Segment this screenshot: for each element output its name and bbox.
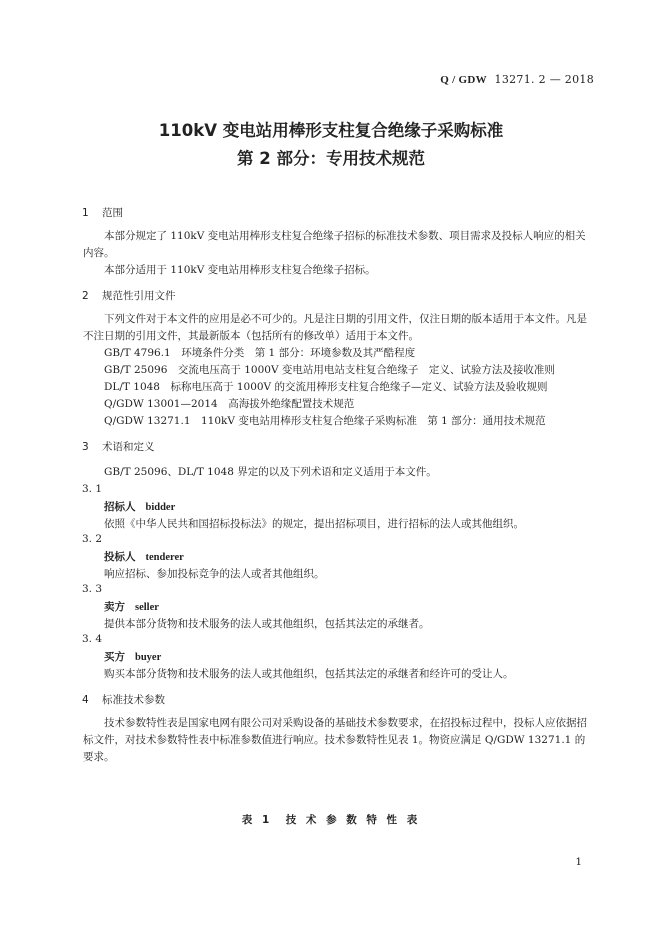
term-chinese: 投标人 [104, 551, 136, 563]
paragraph: 本部分规定了 110kV 变电站用棒形支柱复合绝缘子招标的标准技术参数、项目需求及投标人响应的相关内容。 [83, 230, 586, 259]
section-number: 2 [82, 290, 89, 302]
term-number: 3. 4 [82, 633, 103, 645]
reference-item: GB/T 4796.1 环境条件分类 第 1 部分：环境参数及其严酷程度 [104, 347, 416, 359]
document-subtitle: 第 2 部分：专用技术规范 [237, 149, 425, 168]
term-english: bidder [145, 502, 176, 513]
term-number: 3. 3 [82, 583, 103, 595]
term-chinese: 买方 [104, 651, 125, 663]
section-heading-terms [82, 439, 155, 454]
reference-item: GB/T 25096 交流电压高于 1000V 变电站用电站支柱复合绝缘子 定义、试验方法及接收准则 [104, 364, 555, 376]
standard-prefix: Q / GDW [440, 74, 487, 86]
table-caption: 表 1 技 术 参 数 特 性 表 [241, 814, 421, 826]
standard-code: 13271. 2 — 2018 [494, 73, 594, 86]
term-number: 3. 1 [82, 483, 103, 495]
term-heading [104, 549, 184, 564]
reference-item: Q/GDW 13271.1 110kV 变电站用棒形支柱复合绝缘子采购标准 第 1 部分：通用技术规范 [104, 415, 546, 427]
term-heading [104, 649, 161, 664]
term-number: 3. 2 [82, 533, 103, 545]
paragraph: GB/T 25096、DL/T 1048 界定的以及下列术语和定义适用于本文件。 [104, 466, 437, 478]
reference-item: DL/T 1048 标称电压高于 1000V 的交流用棒形支柱复合绝缘子—定义、试验方法及验收规则 [104, 381, 548, 393]
paragraph: 技术参数特性表是国家电网有限公司对采购设备的基础技术参数要求，在招投标过程中，投标人应依据招标文件，对技术参数特性表中标准参数值进行响应。技术参数特性见表 1。物资应满足 Q/GDW 13271.1 的要求。 [83, 717, 587, 763]
section-heading-technical-parameters [82, 692, 165, 707]
section-heading-normative-references [82, 288, 176, 303]
section-number: 4 [82, 694, 89, 706]
term-english: buyer [135, 652, 162, 663]
term-chinese: 卖方 [104, 601, 125, 613]
section-number: 3 [82, 441, 89, 453]
term-chinese: 招标人 [104, 501, 136, 513]
section-title: 范围 [102, 207, 123, 219]
section-number: 1 [82, 207, 89, 219]
reference-item: Q/GDW 13001—2014 高海拔外绝缘配置技术规范 [104, 398, 355, 410]
term-definition: 提供本部分货物和技术服务的法人或其他组织，包括其法定的承继者。 [104, 618, 430, 630]
term-english: tenderer [145, 552, 184, 563]
standard-number [440, 73, 594, 86]
page-number: 1 [575, 856, 582, 868]
term-english: seller [135, 602, 159, 613]
term-definition: 响应招标、参加投标竞争的法人或者其他组织。 [104, 568, 325, 580]
document-title: 110kV 变电站用棒形支柱复合绝缘子采购标准 [158, 121, 504, 140]
paragraph: 下列文件对于本文件的应用是必不可少的。凡是注日期的引用文件，仅注日期的版本适用于本文件。凡是不注日期的引用文件，其最新版本（包括所有的修改单）适用于本文件。 [83, 313, 587, 342]
section-heading-scope [82, 205, 123, 220]
term-definition: 依照《中华人民共和国招标投标法》的规定，提出招标项目，进行招标的法人或其他组织。 [104, 518, 524, 530]
paragraph: 本部分适用于 110kV 变电站用棒形支柱复合绝缘子招标。 [104, 264, 376, 276]
term-definition: 购买本部分货物和技术服务的法人或其他组织，包括其法定的承继者和经许可的受让人。 [104, 668, 514, 680]
term-heading [104, 499, 175, 514]
section-title: 规范性引用文件 [102, 290, 176, 302]
section-title: 标准技术参数 [102, 694, 165, 706]
term-heading [104, 599, 159, 614]
section-title: 术语和定义 [102, 441, 155, 453]
